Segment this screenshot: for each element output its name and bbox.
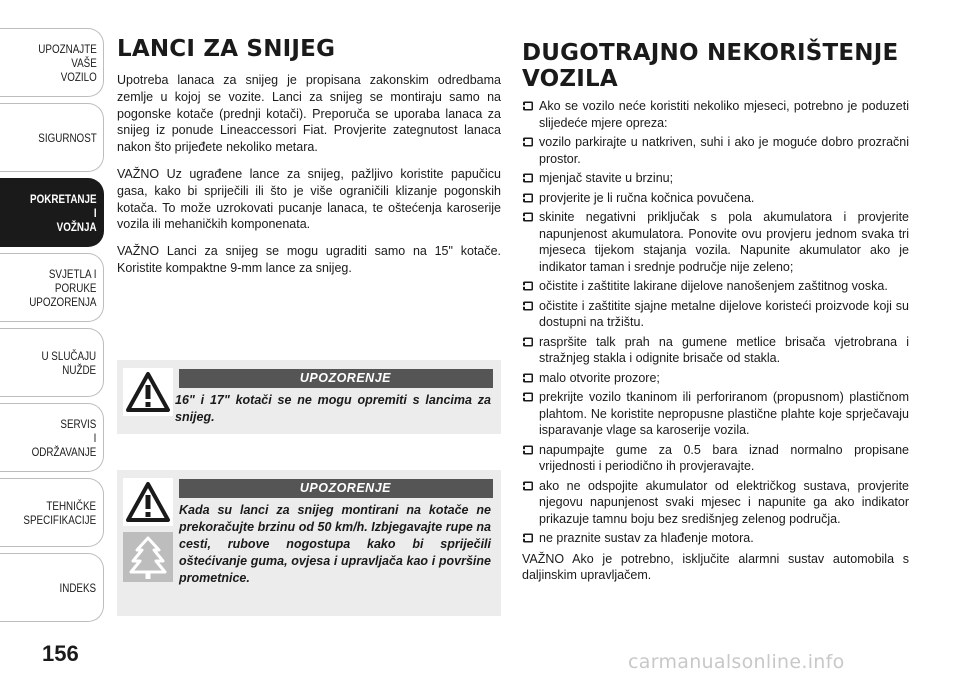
list-item-text: vozilo parkirajte u natkriven, suhi i ako je moguće dobro prozračni prostor. <box>539 135 909 166</box>
left-column <box>117 36 501 287</box>
warning-box-wheels <box>117 360 501 434</box>
list-item-text: očistite i zaštitite lakirane dijelove nanošenjem zaštitnog voska. <box>539 279 888 293</box>
tab-sigurnost[interactable] <box>0 103 104 172</box>
paragraph: VAŽNO Lanci za snijeg se mogu ugraditi samo na 15" kotače. Koristite kompaktne 9-mm lance za snijeg. <box>117 244 501 275</box>
tab-servis-i-odrzavanje[interactable] <box>0 403 104 472</box>
list-item-text: mjenjač stavite u brzinu; <box>539 171 674 185</box>
precaution-list <box>522 98 909 547</box>
list-item <box>522 442 909 475</box>
list-item <box>522 298 909 331</box>
book-reference-icon <box>522 444 534 456</box>
warning-text <box>117 502 491 596</box>
title-line: VOZILA <box>522 66 618 92</box>
right-column <box>522 40 909 584</box>
warning-heading: UPOZORENJE <box>179 479 493 498</box>
warning-box-speed <box>117 470 501 616</box>
paragraph: VAŽNO Uz ugrađene lance za snijeg, pažljivo koristite papučicu gasa, kako bi spriječili ili što je više ograničili klizanje pogonskih kotača. To može uzrokovati pucanje lanaca, te oštećenja karoserije vozila ili mehaničkih komponenata. <box>117 166 501 232</box>
tab-u-slucaju-nuzde[interactable] <box>0 328 104 397</box>
list-item-text: prekrijte vozilo tkaninom ili perforiranom (propusnom) plastičnom plahtom. Ne koristite nepropusne plastične plahte koje sprječavaju isparavanje vlage sa karoserije vozila. <box>539 390 909 437</box>
list-item <box>522 278 909 295</box>
book-reference-icon <box>522 300 534 312</box>
list-item-text: napumpajte gume za 0.5 bara iznad normalno propisane vrijednosti i periodično ih provjeravajte. <box>539 442 909 473</box>
book-reference-icon <box>522 336 534 348</box>
book-reference-icon <box>522 136 534 148</box>
paragraph: Upotreba lanaca za snijeg je propisana zakonskim odredbama zemlje u kojoj se vozite. Lanci za snijeg se montiraju samo na pogonske kotače (prednji kotači). Preporuča se uporaba lanaca za snijeg iz ponude Lineaccessori Fiat. Provjerite zategnutost lanaca nakon što prijeđete nekoliko metara. <box>117 73 501 155</box>
list-item <box>522 370 909 387</box>
book-reference-icon <box>522 532 534 544</box>
list-item <box>522 334 909 367</box>
tab-label: SIGURNOST <box>37 130 97 145</box>
list-item <box>522 98 909 131</box>
section-title-long-inactivity <box>522 40 909 92</box>
watermark: carmanualsonline.info <box>628 651 845 673</box>
list-item-text: provjerite je li ručna kočnica povučena. <box>539 190 755 205</box>
warning-triangle-icon <box>123 368 175 421</box>
list-item-text: raspršite talk prah na gumene metlice brisača vjetrobrana i stražnjeg stakla i odignite brisače od stakla. <box>539 334 909 365</box>
tab-label: U SLUČAJU NUŽDE <box>41 348 97 377</box>
list-item <box>522 134 909 167</box>
book-reference-icon <box>522 391 534 403</box>
page-number: 156 <box>42 641 79 666</box>
book-reference-icon <box>522 211 534 223</box>
list-item <box>522 170 909 187</box>
book-reference-icon <box>522 372 534 384</box>
warning-text-content: Kada su lanci za snijeg montirani na kotače ne prekoračujte brzinu od 50 km/h. Izbjegavajte rupe na cesti, rubove nogostupa kako bi spriječili oštećivanje guma, ovjesa i upravljača kao i površine prometnice. <box>179 503 491 585</box>
warning-heading: UPOZORENJE <box>179 369 493 388</box>
tab-indeks[interactable] <box>0 553 104 622</box>
book-reference-icon <box>522 100 534 112</box>
list-item-text: očistite i zaštitite sjajne metalne dijelove koristeći proizvode koji su dostupni na tržištu. <box>539 298 909 329</box>
book-reference-icon <box>522 280 534 292</box>
book-reference-icon <box>522 192 534 204</box>
list-item <box>522 530 909 547</box>
tab-label: SERVIS I ODRŽAVANJE <box>31 416 97 459</box>
tab-label: TEHNIČKE SPECIFIKACIJE <box>23 498 97 527</box>
list-item-text: ne praznite sustav za hlađenje motora. <box>539 531 754 545</box>
list-item-text: malo otvorite prozore; <box>539 370 660 385</box>
list-item <box>522 190 909 207</box>
tab-upoznajte-vase-vozilo[interactable] <box>0 28 104 97</box>
tab-label: POKRETANJE I VOŽNJA <box>29 191 97 234</box>
tab-tehnicke-specifikacije[interactable] <box>0 478 104 547</box>
list-item <box>522 478 909 528</box>
tab-label: INDEKS <box>59 580 97 595</box>
list-item <box>522 209 909 275</box>
tab-label: SVJETLA I PORUKE UPOZORENJA <box>29 266 97 309</box>
chapter-tabs <box>0 28 104 628</box>
tab-pokretanje-i-voznja[interactable] <box>0 178 104 247</box>
tab-svjetla-i-poruke-upozorenja[interactable] <box>0 253 104 322</box>
list-item-text: ako ne odspojite akumulator od električkog sustava, provjerite njegovu napunjenost svaki mjesec i napunite ga ako indikator prikazuje tamnu boju bez središnjeg zelenog područja. <box>539 478 909 526</box>
book-reference-icon <box>522 480 534 492</box>
list-item-text: skinite negativni priključak s pola akumulatora i provjerite napunjenost akumulatora. Ponovite ovu provjeru jednom svaka tri mjeseca tijekom stajanja vozila. Napunite akumulator ako je indikator taman i srednje područje nije zeleno; <box>539 210 909 274</box>
list-item <box>522 389 909 439</box>
closing-note: VAŽNO Ako je potrebno, isključite alarmni sustav automobila s daljinskim upravljačem. <box>522 551 909 582</box>
section-title-snow-chains: LANCI ZA SNIJEG <box>117 36 336 62</box>
title-line: DUGOTRAJNO NEKORIŠTENJE <box>522 40 899 66</box>
tab-label: UPOZNAJTE VAŠE VOZILO <box>37 41 97 84</box>
book-reference-icon <box>522 172 534 184</box>
list-item-text: Ako se vozilo neće koristiti nekoliko mjeseci, potrebno je poduzeti slijedeće mjere opreza: <box>539 99 909 130</box>
warning-text: 16" i 17" kotači se ne mogu opremiti s lancima za snijeg. <box>175 393 491 424</box>
